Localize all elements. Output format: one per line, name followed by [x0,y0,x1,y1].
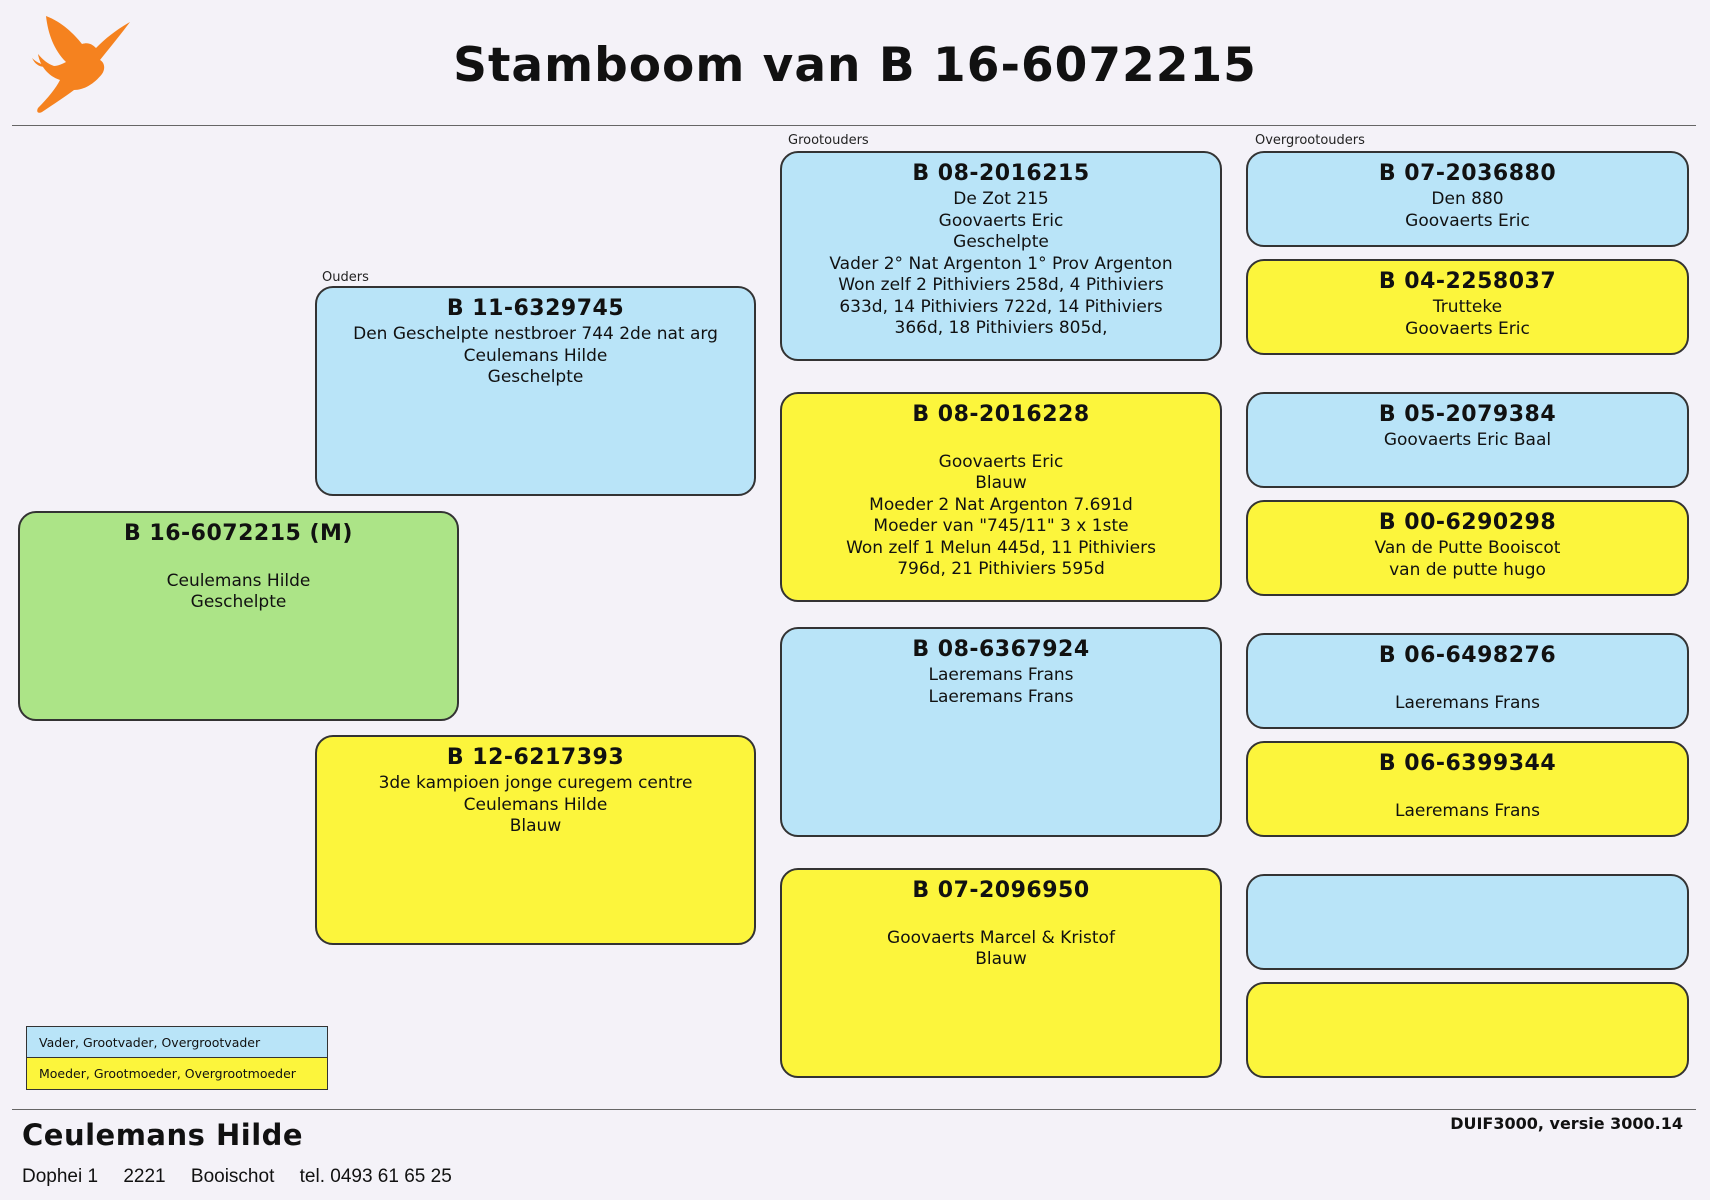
software-version: DUIF3000, versie 3000.14 [1450,1114,1683,1133]
ring-number: B 00-6290298 [1378,510,1557,535]
address-phone: tel. 0493 61 65 25 [299,1166,452,1187]
detail-line: Geschelpte [487,367,584,387]
card-details [782,665,1220,708]
pedigree-card-great-grandparent-3[interactable] [1246,392,1689,488]
detail-line: Ceulemans Hilde [166,570,311,591]
pedigree-card-grandmother-maternal[interactable] [780,868,1222,1078]
detail-line: van de putte hugo [1389,559,1546,580]
address-city: Booischot [190,1166,275,1187]
detail-line: Blauw [509,816,562,836]
footer-divider [12,1109,1696,1110]
card-details [20,549,457,614]
detail-line: Blauw [975,949,1027,969]
detail-line: 3de kampioen jonge curegem centre [378,773,693,793]
detail-line: Moeder van "745/11" 3 x 1ste [873,516,1129,536]
pedigree-card-great-grandparent-5[interactable] [1246,633,1689,729]
ring-number: B 08-2016228 [912,402,1090,427]
pedigree-card-great-grandparent-7[interactable] [1246,874,1689,970]
card-details [1248,779,1687,822]
ring-number: B 08-2016215 [912,161,1090,186]
detail-line: Blauw [975,473,1027,493]
detail-line: Geschelpte [953,232,1049,252]
detail-line: Laeremans Frans [928,665,1074,685]
ring-number: B 05-2079384 [1378,402,1557,427]
detail-line [782,430,1220,452]
ring-number: B 11-6329745 [446,296,625,321]
detail-line: Goovaerts Eric [1405,318,1530,339]
card-details [317,324,754,389]
detail-line: Laeremans Frans [1394,800,1540,821]
owner-name: Ceulemans Hilde [22,1118,304,1152]
pedigree-card-grandmother-paternal[interactable] [780,392,1222,602]
detail-line [782,906,1220,928]
detail-line: Trutteke [1432,297,1503,317]
ring-number: B 16-6072215 (M) [124,521,353,546]
pedigree-card-great-grandparent-2[interactable] [1246,259,1689,355]
card-details [782,906,1220,971]
address-street: Dophei 1 [22,1166,99,1187]
page-title: Stamboom van B 16-6072215 [453,38,1257,93]
owner-address [22,1166,472,1188]
pedigree-card-great-grandparent-1[interactable] [1246,151,1689,247]
pedigree-card-father[interactable] [315,286,756,496]
detail-line [1248,779,1687,801]
card-details [1248,538,1687,581]
detail-line: Goovaerts Eric [938,451,1064,472]
detail-line: Won zelf 1 Melun 445d, 11 Pithiviers [846,537,1156,558]
card-details [1248,430,1687,452]
card-details [1248,671,1687,714]
pedigree-card-great-grandparent-6[interactable] [1246,741,1689,837]
detail-line: Moeder 2 Nat Argenton 7.691d [869,494,1133,515]
pedigree-card-grandfather-maternal[interactable] [780,627,1222,837]
section-label-overgrootouders: Overgrootouders [1255,133,1365,148]
detail-line: Vader 2° Nat Argenton 1° Prov Argenton [829,253,1173,274]
detail-line: Goovaerts Marcel & Kristof [887,927,1115,948]
ring-number: B 06-6399344 [1378,751,1557,776]
detail-line: 796d, 21 Pithiviers 595d [897,559,1105,579]
card-details [782,430,1220,581]
detail-line: Won zelf 2 Pithiviers 258d, 4 Pithiviers [838,275,1164,295]
pedigree-card-great-grandparent-4[interactable] [1246,500,1689,596]
card-details [1248,189,1687,232]
pedigree-card-mother[interactable] [315,735,756,945]
detail-line: Den Geschelpte nestbroer 744 2de nat arg [353,324,718,344]
detail-line: Geschelpte [190,592,287,612]
card-details [1248,297,1687,340]
ring-number: B 08-6367924 [912,637,1090,662]
pedigree-card-great-grandparent-8[interactable] [1246,982,1689,1078]
ring-number: B 06-6498276 [1378,643,1557,668]
detail-line: 366d, 18 Pithiviers 805d, [894,318,1108,338]
detail-line [1248,671,1687,693]
pedigree-card-subject[interactable] [18,511,459,721]
header-divider [12,125,1696,126]
detail-line: Goovaerts Eric [938,210,1064,231]
card-details [782,189,1220,340]
detail-line [20,549,457,571]
detail-line: Goovaerts Eric [1405,210,1530,231]
detail-line: Ceulemans Hilde [463,345,608,366]
address-postcode: 2221 [123,1166,166,1187]
legend-female: Moeder, Grootmoeder, Overgrootmoeder [27,1058,327,1089]
card-details [317,773,754,838]
detail-line: De Zot 215 [953,189,1049,209]
section-label-grootouders: Grootouders [788,133,869,148]
ring-number: B 04-2258037 [1378,269,1557,294]
ring-number: B 07-2096950 [912,878,1090,903]
detail-line: Goovaerts Eric Baal [1383,430,1552,450]
detail-line: Laeremans Frans [1394,692,1540,713]
ring-number: B 12-6217393 [446,745,625,770]
ring-number: B 07-2036880 [1378,161,1557,186]
section-label-ouders: Ouders [322,270,369,285]
color-legend [26,1026,328,1090]
legend-male: Vader, Grootvader, Overgrootvader [27,1027,327,1058]
detail-line: Ceulemans Hilde [463,794,608,815]
detail-line: Den 880 [1431,189,1504,209]
detail-line: Laeremans Frans [928,686,1074,707]
pedigree-card-grandfather-paternal[interactable] [780,151,1222,361]
detail-line: 633d, 14 Pithiviers 722d, 14 Pithiviers [839,296,1163,317]
detail-line: Van de Putte Booiscot [1374,538,1561,558]
